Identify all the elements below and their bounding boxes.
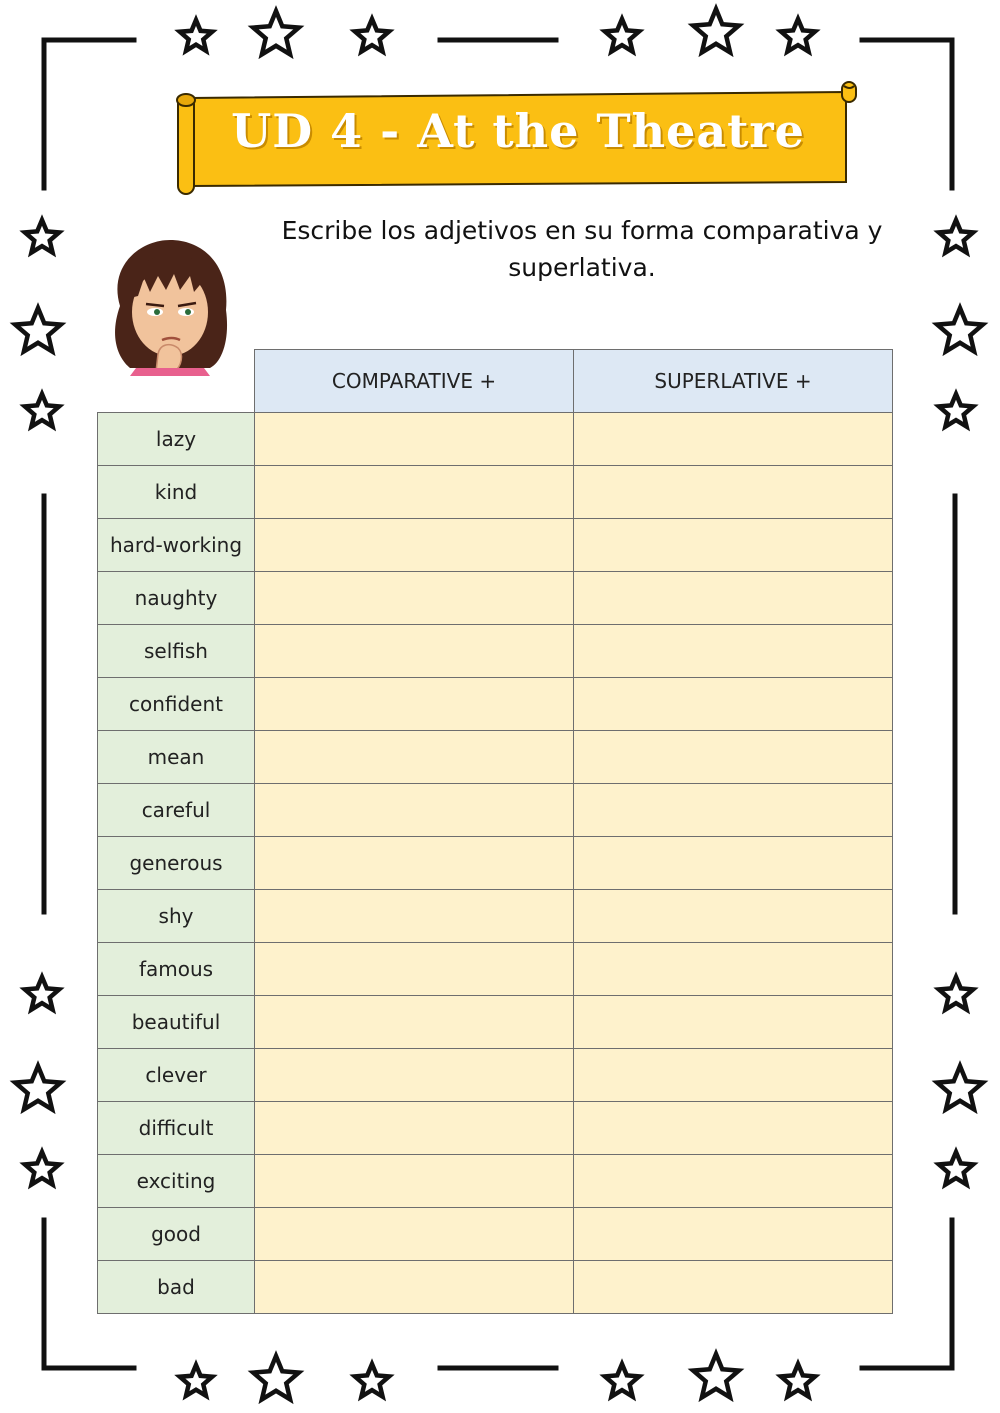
comparative-answer-cell [255, 943, 574, 996]
star-outline-icon [25, 1152, 59, 1185]
superlative-input[interactable] [574, 853, 892, 874]
star-outline-icon [25, 977, 59, 1010]
comparative-input[interactable] [255, 535, 573, 556]
star-outline-icon [605, 1364, 639, 1397]
frame-corner-top-right [862, 40, 952, 188]
table-corner-cell [98, 350, 255, 413]
comparative-input[interactable] [255, 853, 573, 874]
superlative-answer-cell [574, 1208, 893, 1261]
star-outline-icon [693, 9, 739, 52]
star-outline-icon [937, 1066, 983, 1109]
adjective-cell: lazy [98, 413, 255, 466]
table-row [98, 731, 893, 784]
table-row [98, 1049, 893, 1102]
superlative-answer-cell [574, 572, 893, 625]
comparative-input[interactable] [255, 747, 573, 768]
superlative-answer-cell [574, 466, 893, 519]
superlative-input[interactable] [574, 959, 892, 980]
superlative-input[interactable] [574, 694, 892, 715]
star-outline-icon [15, 1066, 61, 1109]
table-row [98, 943, 893, 996]
superlative-input[interactable] [574, 429, 892, 450]
adjective-cell: naughty [98, 572, 255, 625]
adjective-cell: selfish [98, 625, 255, 678]
adjective-cell: generous [98, 837, 255, 890]
comparative-answer-cell [255, 890, 574, 943]
table-row [98, 784, 893, 837]
comparative-answer-cell [255, 466, 574, 519]
star-outline-icon [693, 1354, 739, 1397]
star-outline-icon [939, 1152, 973, 1185]
superlative-input[interactable] [574, 1065, 892, 1086]
superlative-input[interactable] [574, 1171, 892, 1192]
adjective-cell: exciting [98, 1155, 255, 1208]
comparative-input[interactable] [255, 1065, 573, 1086]
superlative-input[interactable] [574, 482, 892, 503]
comparative-input[interactable] [255, 800, 573, 821]
star-outline-icon [939, 977, 973, 1010]
adjective-cell: bad [98, 1261, 255, 1314]
comparative-input[interactable] [255, 588, 573, 609]
superlative-answer-cell [574, 1102, 893, 1155]
superlative-answer-cell [574, 413, 893, 466]
table-row [98, 1155, 893, 1208]
table-row [98, 678, 893, 731]
superlative-input[interactable] [574, 1277, 892, 1298]
superlative-answer-cell [574, 678, 893, 731]
column-header-superlative: SUPERLATIVE + [574, 350, 893, 413]
table-row [98, 1102, 893, 1155]
adjective-cell: careful [98, 784, 255, 837]
star-outline-icon [605, 19, 639, 52]
table-row [98, 890, 893, 943]
star-outline-icon [180, 20, 212, 51]
frame-corner-top-left [44, 40, 134, 188]
star-outline-icon [355, 19, 389, 52]
table-row [98, 1208, 893, 1261]
comparative-answer-cell [255, 731, 574, 784]
comparative-answer-cell [255, 413, 574, 466]
adjective-cell: confident [98, 678, 255, 731]
adjective-cell: kind [98, 466, 255, 519]
comparative-input[interactable] [255, 1171, 573, 1192]
table-row [98, 837, 893, 890]
table-row [98, 466, 893, 519]
comparative-answer-cell [255, 1049, 574, 1102]
column-header-comparative: COMPARATIVE + [255, 350, 574, 413]
superlative-answer-cell [574, 731, 893, 784]
comparative-input[interactable] [255, 906, 573, 927]
superlative-input[interactable] [574, 1012, 892, 1033]
table-row [98, 572, 893, 625]
star-outline-icon [937, 308, 983, 351]
adjective-cell: mean [98, 731, 255, 784]
superlative-answer-cell [574, 996, 893, 1049]
comparative-input[interactable] [255, 1277, 573, 1298]
adjective-cell: clever [98, 1049, 255, 1102]
page-title: UD 4 - At the Theatre [231, 104, 805, 158]
instruction-text: Escribe los adjetivos en su forma comparativa y superlativa. [281, 216, 883, 282]
superlative-answer-cell [574, 784, 893, 837]
superlative-input[interactable] [574, 906, 892, 927]
comparative-answer-cell [255, 784, 574, 837]
superlative-input[interactable] [574, 535, 892, 556]
comparative-answer-cell [255, 1155, 574, 1208]
comparative-answer-cell [255, 572, 574, 625]
table-row [98, 413, 893, 466]
comparative-input[interactable] [255, 429, 573, 450]
table-row [98, 996, 893, 1049]
comparative-answer-cell [255, 519, 574, 572]
superlative-answer-cell [574, 519, 893, 572]
title-banner [176, 78, 860, 200]
superlative-answer-cell [574, 943, 893, 996]
star-outline-icon [781, 1364, 815, 1397]
comparative-input[interactable] [255, 1224, 573, 1245]
star-outline-icon [15, 308, 61, 351]
comparative-answer-cell [255, 1208, 574, 1261]
star-outline-icon [939, 394, 973, 427]
star-outline-icon [25, 394, 59, 427]
star-outline-icon [253, 1356, 299, 1399]
adjective-cell: beautiful [98, 996, 255, 1049]
star-outline-icon [253, 11, 299, 54]
star-outline-icon [781, 19, 815, 52]
superlative-input[interactable] [574, 1118, 892, 1139]
star-outline-icon [180, 1365, 212, 1396]
adjective-cell: difficult [98, 1102, 255, 1155]
comparative-input[interactable] [255, 482, 573, 503]
comparative-answer-cell [255, 837, 574, 890]
superlative-input[interactable] [574, 641, 892, 662]
comparative-answer-cell [255, 1261, 574, 1314]
comparative-input[interactable] [255, 694, 573, 715]
comparative-input[interactable] [255, 1118, 573, 1139]
superlative-answer-cell [574, 890, 893, 943]
superlative-input[interactable] [574, 1224, 892, 1245]
table-row [98, 1261, 893, 1314]
superlative-answer-cell [574, 1049, 893, 1102]
table-row [98, 519, 893, 572]
superlative-answer-cell [574, 837, 893, 890]
comparative-input[interactable] [255, 959, 573, 980]
star-outline-icon [939, 220, 973, 253]
star-outline-icon [355, 1364, 389, 1397]
table-row [98, 625, 893, 678]
comparative-answer-cell [255, 625, 574, 678]
superlative-answer-cell [574, 625, 893, 678]
star-outline-icon [25, 220, 59, 253]
adjective-cell: famous [98, 943, 255, 996]
adjectives-table [97, 349, 893, 1314]
superlative-answer-cell [574, 1155, 893, 1208]
comparative-answer-cell [255, 1102, 574, 1155]
superlative-input[interactable] [574, 800, 892, 821]
superlative-input[interactable] [574, 588, 892, 609]
adjective-cell: shy [98, 890, 255, 943]
comparative-answer-cell [255, 678, 574, 731]
table-header-row [98, 350, 893, 413]
table-body [98, 413, 893, 1314]
superlative-input[interactable] [574, 747, 892, 768]
superlative-answer-cell [574, 1261, 893, 1314]
adjective-cell: good [98, 1208, 255, 1261]
comparative-answer-cell [255, 996, 574, 1049]
adjective-cell: hard-working [98, 519, 255, 572]
comparative-input[interactable] [255, 641, 573, 662]
comparative-input[interactable] [255, 1012, 573, 1033]
